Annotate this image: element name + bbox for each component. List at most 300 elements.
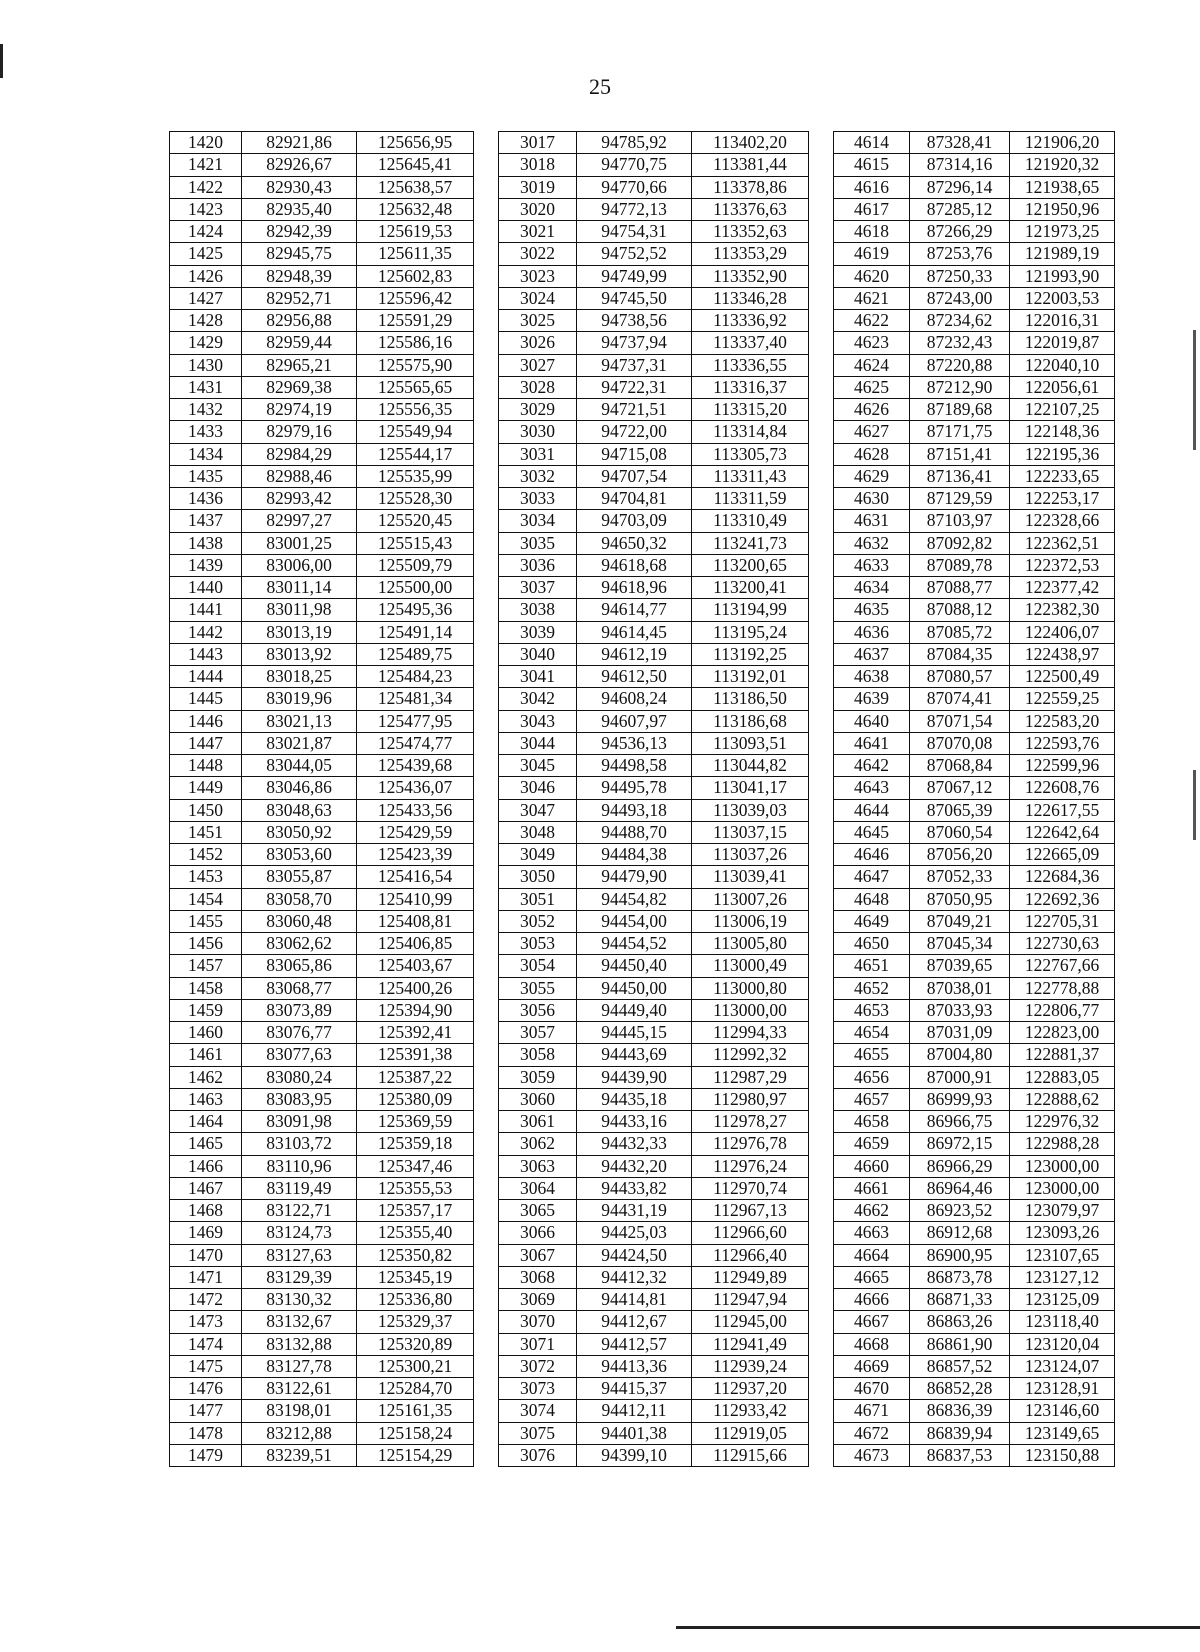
cell-coord-y: 113007,26	[692, 888, 809, 910]
cell-coord-y: 125591,29	[357, 310, 474, 332]
column-gap	[474, 688, 499, 710]
cell-point-id: 3036	[499, 554, 577, 576]
cell-coord-y: 125495,36	[357, 599, 474, 621]
cell-coord-x: 82952,71	[242, 287, 357, 309]
cell-coord-x: 87189,68	[910, 399, 1010, 421]
table-row	[170, 955, 1115, 977]
cell-coord-x: 94737,31	[577, 354, 692, 376]
cell-coord-x: 87050,95	[910, 888, 1010, 910]
cell-coord-x: 94612,19	[577, 643, 692, 665]
column-gap	[474, 577, 499, 599]
cell-coord-y: 125329,37	[357, 1311, 474, 1333]
cell-coord-y: 113194,99	[692, 599, 809, 621]
cell-coord-y: 123150,88	[1010, 1444, 1115, 1466]
cell-point-id: 3046	[499, 777, 577, 799]
column-gap	[809, 866, 834, 888]
cell-coord-y: 122233,65	[1010, 465, 1115, 487]
column-gap	[474, 399, 499, 421]
column-gap	[809, 1266, 834, 1288]
cell-coord-x: 83055,87	[242, 866, 357, 888]
column-gap	[809, 1444, 834, 1466]
cell-point-id: 4628	[834, 443, 910, 465]
column-gap	[809, 1200, 834, 1222]
column-gap	[809, 621, 834, 643]
cell-coord-x: 83080,24	[242, 1066, 357, 1088]
cell-coord-x: 94424,50	[577, 1244, 692, 1266]
cell-point-id: 3069	[499, 1289, 577, 1311]
cell-coord-y: 113376,63	[692, 198, 809, 220]
cell-point-id: 1477	[170, 1400, 242, 1422]
cell-coord-y: 122976,32	[1010, 1111, 1115, 1133]
cell-coord-y: 125632,48	[357, 198, 474, 220]
cell-coord-x: 87071,54	[910, 710, 1010, 732]
cell-point-id: 4637	[834, 643, 910, 665]
cell-point-id: 4634	[834, 577, 910, 599]
cell-coord-x: 87084,35	[910, 643, 1010, 665]
cell-coord-y: 122500,49	[1010, 666, 1115, 688]
table-row	[170, 1155, 1115, 1177]
cell-coord-y: 113044,82	[692, 755, 809, 777]
column-gap	[809, 399, 834, 421]
cell-coord-x: 94414,81	[577, 1289, 692, 1311]
cell-coord-y: 125392,41	[357, 1022, 474, 1044]
cell-point-id: 1473	[170, 1311, 242, 1333]
cell-point-id: 4636	[834, 621, 910, 643]
cell-coord-y: 125645,41	[357, 154, 474, 176]
cell-point-id: 4662	[834, 1200, 910, 1222]
cell-coord-y: 122684,36	[1010, 866, 1115, 888]
column-gap	[474, 443, 499, 465]
cell-coord-y: 122195,36	[1010, 443, 1115, 465]
cell-coord-x: 94612,50	[577, 666, 692, 688]
column-gap	[809, 1244, 834, 1266]
cell-coord-y: 125544,17	[357, 443, 474, 465]
cell-coord-x: 94737,94	[577, 332, 692, 354]
table-row	[170, 577, 1115, 599]
table-row	[170, 977, 1115, 999]
cell-point-id: 3064	[499, 1177, 577, 1199]
cell-point-id: 4617	[834, 198, 910, 220]
cell-coord-x: 83062,62	[242, 933, 357, 955]
column-gap	[809, 1044, 834, 1066]
cell-coord-y: 122377,42	[1010, 577, 1115, 599]
cell-coord-y: 125474,77	[357, 732, 474, 754]
cell-coord-x: 83124,73	[242, 1222, 357, 1244]
cell-coord-x: 94770,66	[577, 176, 692, 198]
cell-coord-y: 112976,78	[692, 1133, 809, 1155]
cell-coord-x: 82979,16	[242, 421, 357, 443]
cell-coord-x: 82997,27	[242, 510, 357, 532]
cell-coord-y: 122559,25	[1010, 688, 1115, 710]
cell-coord-x: 87328,41	[910, 132, 1010, 154]
cell-point-id: 3029	[499, 399, 577, 421]
column-gap	[809, 1133, 834, 1155]
cell-coord-y: 113381,44	[692, 154, 809, 176]
cell-point-id: 1435	[170, 465, 242, 487]
column-gap	[474, 532, 499, 554]
cell-coord-y: 122107,25	[1010, 399, 1115, 421]
column-gap	[809, 599, 834, 621]
cell-point-id: 3072	[499, 1355, 577, 1377]
cell-coord-x: 86857,52	[910, 1355, 1010, 1377]
cell-point-id: 3037	[499, 577, 577, 599]
table-row	[170, 1266, 1115, 1288]
column-gap	[474, 621, 499, 643]
table-row	[170, 666, 1115, 688]
cell-coord-y: 125429,59	[357, 821, 474, 843]
cell-point-id: 3044	[499, 732, 577, 754]
cell-point-id: 4630	[834, 488, 910, 510]
cell-point-id: 4663	[834, 1222, 910, 1244]
cell-coord-y: 113378,86	[692, 176, 809, 198]
column-gap	[474, 888, 499, 910]
cell-coord-y: 125416,54	[357, 866, 474, 888]
cell-coord-y: 125433,56	[357, 799, 474, 821]
cell-point-id: 1447	[170, 732, 242, 754]
cell-coord-x: 86873,78	[910, 1266, 1010, 1288]
cell-coord-x: 86900,95	[910, 1244, 1010, 1266]
cell-point-id: 1465	[170, 1133, 242, 1155]
column-gap	[474, 176, 499, 198]
column-gap	[474, 243, 499, 265]
column-gap	[809, 1378, 834, 1400]
cell-coord-x: 83021,87	[242, 732, 357, 754]
cell-point-id: 1475	[170, 1355, 242, 1377]
cell-coord-x: 94770,75	[577, 154, 692, 176]
cell-coord-y: 125491,14	[357, 621, 474, 643]
cell-coord-x: 87067,12	[910, 777, 1010, 799]
column-gap	[809, 888, 834, 910]
cell-coord-y: 113310,49	[692, 510, 809, 532]
cell-coord-y: 122056,61	[1010, 376, 1115, 398]
cell-coord-y: 122406,07	[1010, 621, 1115, 643]
cell-coord-x: 94449,40	[577, 999, 692, 1021]
cell-coord-x: 94432,33	[577, 1133, 692, 1155]
cell-coord-y: 125394,90	[357, 999, 474, 1021]
cell-point-id: 4653	[834, 999, 910, 1021]
cell-point-id: 1436	[170, 488, 242, 510]
column-gap	[474, 265, 499, 287]
cell-coord-y: 122988,28	[1010, 1133, 1115, 1155]
cell-coord-x: 94498,58	[577, 755, 692, 777]
cell-coord-x: 94433,16	[577, 1111, 692, 1133]
column-gap	[809, 732, 834, 754]
cell-coord-y: 125357,17	[357, 1200, 474, 1222]
cell-point-id: 1476	[170, 1378, 242, 1400]
cell-coord-x: 94707,54	[577, 465, 692, 487]
table-row	[170, 1222, 1115, 1244]
cell-coord-y: 125369,59	[357, 1111, 474, 1133]
cell-coord-y: 113000,49	[692, 955, 809, 977]
cell-coord-x: 94479,90	[577, 866, 692, 888]
cell-coord-x: 83122,61	[242, 1378, 357, 1400]
cell-point-id: 3060	[499, 1088, 577, 1110]
bottom-rule	[676, 1626, 1200, 1629]
cell-coord-y: 122823,00	[1010, 1022, 1115, 1044]
cell-coord-y: 125391,38	[357, 1044, 474, 1066]
cell-coord-x: 94721,51	[577, 399, 692, 421]
cell-coord-y: 113006,19	[692, 910, 809, 932]
cell-coord-y: 113192,25	[692, 643, 809, 665]
cell-point-id: 4652	[834, 977, 910, 999]
cell-point-id: 1470	[170, 1244, 242, 1266]
table-row	[170, 1311, 1115, 1333]
cell-coord-x: 83122,71	[242, 1200, 357, 1222]
cell-coord-y: 113352,90	[692, 265, 809, 287]
table-row	[170, 1400, 1115, 1422]
cell-coord-y: 112939,24	[692, 1355, 809, 1377]
cell-coord-y: 123120,04	[1010, 1333, 1115, 1355]
cell-point-id: 4660	[834, 1155, 910, 1177]
table-row	[170, 176, 1115, 198]
table-row	[170, 621, 1115, 643]
cell-coord-y: 122692,36	[1010, 888, 1115, 910]
cell-coord-y: 113200,65	[692, 554, 809, 576]
table-row	[170, 821, 1115, 843]
table-row	[170, 910, 1115, 932]
table-row	[170, 243, 1115, 265]
cell-point-id: 1424	[170, 221, 242, 243]
cell-coord-y: 122148,36	[1010, 421, 1115, 443]
column-gap	[474, 154, 499, 176]
cell-coord-x: 94454,82	[577, 888, 692, 910]
table-row	[170, 1177, 1115, 1199]
table-row	[170, 1422, 1115, 1444]
cell-coord-x: 87033,93	[910, 999, 1010, 1021]
cell-coord-y: 112994,33	[692, 1022, 809, 1044]
cell-coord-y: 113352,63	[692, 221, 809, 243]
cell-coord-y: 122665,09	[1010, 844, 1115, 866]
cell-point-id: 4615	[834, 154, 910, 176]
cell-point-id: 3047	[499, 799, 577, 821]
cell-point-id: 1461	[170, 1044, 242, 1066]
page-number: 25	[589, 74, 611, 99]
cell-coord-x: 83119,49	[242, 1177, 357, 1199]
cell-coord-x: 83050,92	[242, 821, 357, 843]
table-row	[170, 1022, 1115, 1044]
table-row	[170, 688, 1115, 710]
table-row	[170, 421, 1115, 443]
cell-point-id: 3074	[499, 1400, 577, 1422]
column-gap	[474, 599, 499, 621]
cell-coord-x: 83001,25	[242, 532, 357, 554]
table-row	[170, 844, 1115, 866]
cell-point-id: 1425	[170, 243, 242, 265]
cell-point-id: 4673	[834, 1444, 910, 1466]
column-gap	[474, 310, 499, 332]
cell-coord-x: 87060,54	[910, 821, 1010, 843]
column-gap	[809, 221, 834, 243]
cell-coord-y: 123128,91	[1010, 1378, 1115, 1400]
cell-coord-x: 94608,24	[577, 688, 692, 710]
cell-coord-y: 123093,26	[1010, 1222, 1115, 1244]
cell-coord-y: 125336,80	[357, 1289, 474, 1311]
cell-coord-x: 87151,41	[910, 443, 1010, 465]
cell-coord-y: 125387,22	[357, 1066, 474, 1088]
cell-coord-x: 94431,19	[577, 1200, 692, 1222]
table-row	[170, 443, 1115, 465]
cell-coord-y: 122617,55	[1010, 799, 1115, 821]
cell-point-id: 1444	[170, 666, 242, 688]
cell-point-id: 3027	[499, 354, 577, 376]
cell-coord-y: 121938,65	[1010, 176, 1115, 198]
table-row	[170, 1378, 1115, 1400]
right-edge-mark	[1193, 770, 1196, 840]
cell-coord-x: 82974,19	[242, 399, 357, 421]
cell-coord-x: 86839,94	[910, 1422, 1010, 1444]
cell-coord-y: 125520,45	[357, 510, 474, 532]
cell-coord-y: 123118,40	[1010, 1311, 1115, 1333]
cell-coord-x: 83239,51	[242, 1444, 357, 1466]
cell-coord-y: 113093,51	[692, 732, 809, 754]
cell-coord-x: 83048,63	[242, 799, 357, 821]
cell-point-id: 4618	[834, 221, 910, 243]
cell-coord-y: 122883,05	[1010, 1066, 1115, 1088]
cell-point-id: 3068	[499, 1266, 577, 1288]
table-row	[170, 265, 1115, 287]
cell-coord-y: 125596,42	[357, 287, 474, 309]
cell-point-id: 1462	[170, 1066, 242, 1088]
cell-point-id: 4656	[834, 1066, 910, 1088]
cell-coord-y: 125158,24	[357, 1422, 474, 1444]
cell-point-id: 3059	[499, 1066, 577, 1088]
cell-point-id: 3049	[499, 844, 577, 866]
cell-point-id: 1443	[170, 643, 242, 665]
cell-point-id: 4651	[834, 955, 910, 977]
cell-point-id: 4644	[834, 799, 910, 821]
cell-point-id: 3056	[499, 999, 577, 1021]
cell-coord-x: 94488,70	[577, 821, 692, 843]
cell-coord-y: 125535,99	[357, 465, 474, 487]
cell-coord-x: 83068,77	[242, 977, 357, 999]
cell-coord-y: 125586,16	[357, 332, 474, 354]
column-gap	[474, 955, 499, 977]
cell-coord-x: 82921,86	[242, 132, 357, 154]
cell-coord-y: 122806,77	[1010, 999, 1115, 1021]
cell-point-id: 4658	[834, 1111, 910, 1133]
table-row	[170, 777, 1115, 799]
column-gap	[474, 1088, 499, 1110]
cell-coord-y: 112947,94	[692, 1289, 809, 1311]
cell-coord-y: 125509,79	[357, 554, 474, 576]
cell-coord-x: 83011,98	[242, 599, 357, 621]
cell-coord-y: 122382,30	[1010, 599, 1115, 621]
cell-coord-x: 82969,38	[242, 376, 357, 398]
cell-coord-x: 94772,13	[577, 198, 692, 220]
cell-point-id: 3042	[499, 688, 577, 710]
cell-coord-y: 112987,29	[692, 1066, 809, 1088]
column-gap	[809, 532, 834, 554]
column-gap	[809, 1289, 834, 1311]
cell-coord-y: 113353,29	[692, 243, 809, 265]
column-gap	[809, 1222, 834, 1244]
cell-coord-y: 122778,88	[1010, 977, 1115, 999]
column-gap	[474, 1200, 499, 1222]
column-gap	[474, 1111, 499, 1133]
column-gap	[474, 198, 499, 220]
column-gap	[474, 488, 499, 510]
cell-coord-x: 87314,16	[910, 154, 1010, 176]
column-gap	[809, 910, 834, 932]
cell-coord-y: 113316,37	[692, 376, 809, 398]
column-gap	[809, 1333, 834, 1355]
cell-coord-y: 125284,70	[357, 1378, 474, 1400]
cell-coord-x: 86999,93	[910, 1088, 1010, 1110]
table-row	[170, 154, 1115, 176]
cell-point-id: 3066	[499, 1222, 577, 1244]
cell-coord-y: 125481,34	[357, 688, 474, 710]
cell-coord-x: 83103,72	[242, 1133, 357, 1155]
cell-coord-x: 94607,97	[577, 710, 692, 732]
cell-point-id: 1439	[170, 554, 242, 576]
cell-point-id: 4669	[834, 1355, 910, 1377]
cell-point-id: 3020	[499, 198, 577, 220]
cell-point-id: 4670	[834, 1378, 910, 1400]
cell-coord-x: 83011,14	[242, 577, 357, 599]
cell-point-id: 4667	[834, 1311, 910, 1333]
table-row	[170, 888, 1115, 910]
cell-coord-x: 94749,99	[577, 265, 692, 287]
cell-point-id: 3026	[499, 332, 577, 354]
cell-point-id: 1467	[170, 1177, 242, 1199]
cell-coord-x: 87052,33	[910, 866, 1010, 888]
column-gap	[809, 1355, 834, 1377]
column-gap	[809, 332, 834, 354]
cell-point-id: 3054	[499, 955, 577, 977]
cell-coord-x: 87049,21	[910, 910, 1010, 932]
cell-point-id: 3053	[499, 933, 577, 955]
cell-coord-y: 125436,07	[357, 777, 474, 799]
cell-coord-x: 86837,53	[910, 1444, 1010, 1466]
cell-coord-y: 112980,97	[692, 1088, 809, 1110]
column-gap	[474, 1066, 499, 1088]
column-gap	[474, 221, 499, 243]
column-gap	[474, 910, 499, 932]
column-gap	[809, 755, 834, 777]
table-row	[170, 488, 1115, 510]
column-gap	[474, 821, 499, 843]
cell-coord-y: 123146,60	[1010, 1400, 1115, 1422]
cell-point-id: 1430	[170, 354, 242, 376]
cell-point-id: 1434	[170, 443, 242, 465]
cell-coord-x: 83127,78	[242, 1355, 357, 1377]
column-gap	[809, 844, 834, 866]
table-row	[170, 710, 1115, 732]
cell-coord-x: 83212,88	[242, 1422, 357, 1444]
cell-coord-y: 122372,53	[1010, 554, 1115, 576]
cell-coord-x: 83053,60	[242, 844, 357, 866]
cell-coord-x: 94435,18	[577, 1088, 692, 1110]
left-edge-mark	[0, 44, 3, 78]
cell-coord-x: 94425,03	[577, 1222, 692, 1244]
column-gap	[809, 443, 834, 465]
cell-coord-y: 125403,67	[357, 955, 474, 977]
cell-coord-x: 94412,67	[577, 1311, 692, 1333]
cell-coord-y: 125619,53	[357, 221, 474, 243]
cell-coord-x: 94432,20	[577, 1155, 692, 1177]
column-gap	[809, 933, 834, 955]
cell-point-id: 4626	[834, 399, 910, 421]
table-row	[170, 1066, 1115, 1088]
cell-coord-x: 87103,97	[910, 510, 1010, 532]
column-gap	[809, 510, 834, 532]
cell-coord-y: 122608,76	[1010, 777, 1115, 799]
cell-point-id: 4646	[834, 844, 910, 866]
cell-coord-x: 94415,37	[577, 1378, 692, 1400]
cell-point-id: 1426	[170, 265, 242, 287]
cell-coord-y: 123124,07	[1010, 1355, 1115, 1377]
table-row	[170, 933, 1115, 955]
